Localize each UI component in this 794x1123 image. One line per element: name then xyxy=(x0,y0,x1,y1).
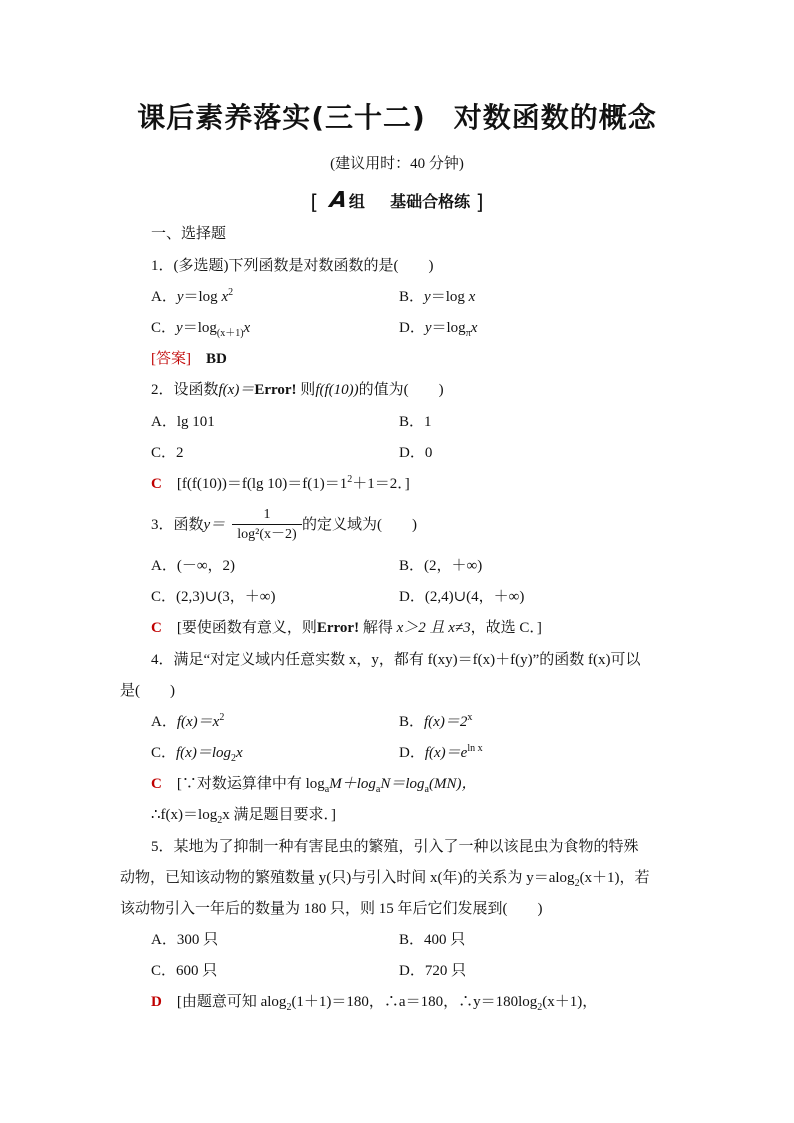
fraction-bar xyxy=(232,524,302,525)
q3-option-a: A．(－∞，2) xyxy=(151,558,236,574)
q3-stem-end: 的定义域为( ) xyxy=(302,517,417,533)
title-sub: 对数函数的概念 xyxy=(453,101,657,134)
q4-option-a: A．$f(x)=x^2$ xyxy=(151,712,225,730)
q2-option-d: D．0 xyxy=(399,445,433,461)
group-zu: 组 xyxy=(348,192,365,211)
q1-option-b: B．y＝log x xyxy=(399,289,476,305)
q3-stem: 3．函数y＝ xyxy=(151,517,226,533)
q4-option-c: C．$f(x)=\log_2x$ xyxy=(151,745,243,764)
q3-explanation: C [要使函数有意义，则Error! 解得 x＞2 且 x≠3，故选 C．] xyxy=(151,620,542,636)
q4-explanation-line2: $\therefore f(x)=\log_2x$ 满足题目要求．] xyxy=(151,807,336,826)
q3-option-c: C．(2,3)∪(3，＋∞) xyxy=(151,589,276,605)
q5-stem-line3: 该动物引入一年后的数量为 180 只，则 15 年后它们发展到( ) xyxy=(120,901,543,917)
q1-option-a: A．y＝log $x^2$ xyxy=(151,287,234,305)
q4-stem-line1: 4．满足“对定义域内任意实数 x，y，都有 f(xy)＝f(x)＋f(y)”的函数 f(x)可以 xyxy=(151,652,641,668)
q3-numerator: 1 xyxy=(263,507,271,522)
q1-stem: 1．(多选题)下列函数是对数函数的是( ) xyxy=(151,258,434,274)
q5-explanation: D [由题意可知 alog$_2$(1＋1)＝180，∴a＝180，$\therefore y=180\log_2(x+1)$， xyxy=(151,994,598,1013)
q5-stem-line1: 5．某地为了抑制一种有害昆虫的繁殖，引入了一种以该昆虫为食物的特殊 xyxy=(151,839,639,855)
q5-option-b: B．400 只 xyxy=(399,932,466,948)
q5-option-d: D．720 只 xyxy=(399,963,467,979)
q5-option-a: A．300 只 xyxy=(151,932,219,948)
q2-option-c: C．2 xyxy=(151,445,184,461)
q5-option-c: C．600 只 xyxy=(151,963,218,979)
q2-explanation: C [f(f(10))＝f(lg $10)=f(1)=1^2+1=2$．] xyxy=(151,474,410,492)
section-heading: 一、选择题 xyxy=(151,226,227,242)
group-letter: A xyxy=(328,188,349,213)
q1-option-d: D．$y=\log_\pi x$ xyxy=(399,320,478,339)
q1-answer: [答案] BD xyxy=(151,351,227,367)
bracket-close: ] xyxy=(475,190,484,214)
q3-option-b: B．(2，＋∞) xyxy=(399,558,483,574)
q2-option-b: B．1 xyxy=(399,414,432,430)
q2-option-a: A．lg 101 xyxy=(151,414,215,430)
q4-option-d: D．$f(x)=e^{ln x}$ xyxy=(399,743,483,761)
bracket-open: [ xyxy=(310,190,319,214)
q4-explanation-line1: C [∵对数运算律中有 $\log_aM+\log_aN=\log_a(MN)$， xyxy=(151,776,477,795)
q3-denominator: log²(x－2) xyxy=(237,527,297,542)
q5-stem-line2: 动物，已知该动物的繁殖数量 y(只)与引入时间 x(年)的关系为 y＝alog$_2$(x＋1)，若 xyxy=(120,870,650,889)
q4-stem-line2: 是( ) xyxy=(120,683,175,699)
group-heading xyxy=(0,188,794,214)
page-title xyxy=(0,96,794,136)
q1-option-c: C．$y=\log_{(x+1)}x$ xyxy=(151,320,251,339)
q4-option-b: B．$f(x)=2^x$ xyxy=(399,712,473,730)
group-name: 基础合格练 xyxy=(390,192,471,211)
q2-stem: 2．设函数f(x)＝Error! 则f(f(10))的值为( ) xyxy=(151,382,444,398)
q3-fraction xyxy=(232,506,302,543)
q3-option-d: D．(2,4)∪(4，＋∞) xyxy=(399,589,525,605)
suggested-time: (建议用时：40 分钟) xyxy=(330,156,464,172)
title-main: 课后素养落实(三十二) xyxy=(137,101,426,134)
